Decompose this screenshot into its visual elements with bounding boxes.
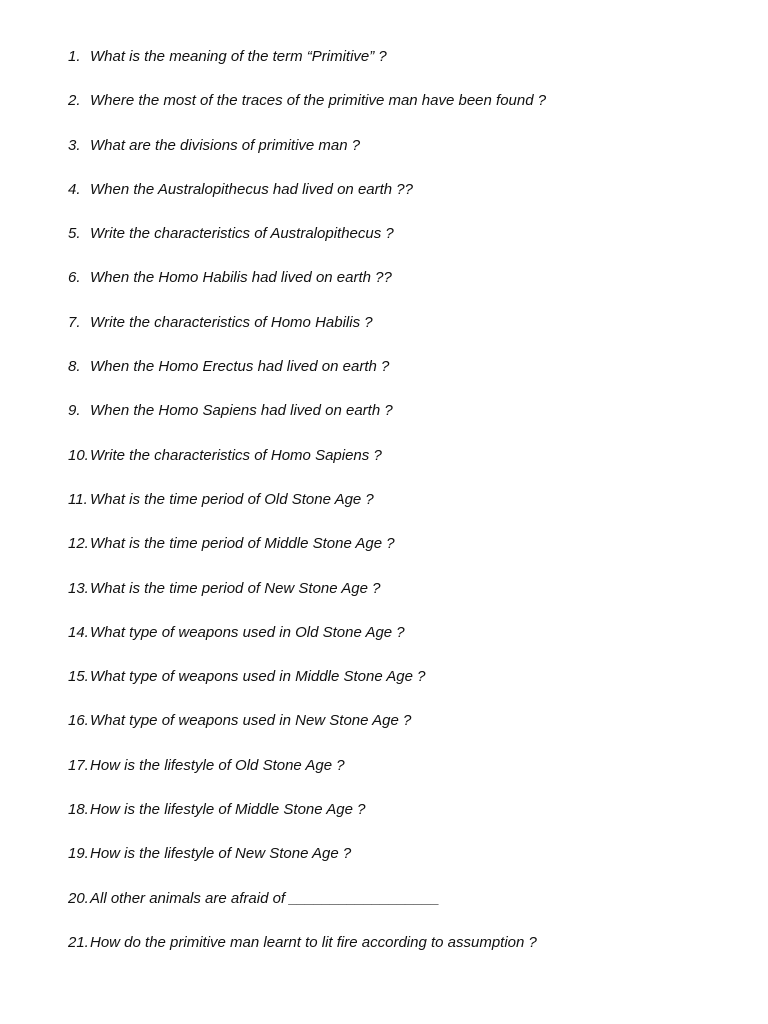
question-item-13 <box>68 579 748 623</box>
question-number: 14. <box>68 623 89 641</box>
question-text: What type of weapons used in Middle Stone Age ? <box>90 668 426 686</box>
question-number: 9. <box>68 402 81 420</box>
question-text: How is the lifestyle of Old Stone Age ? <box>90 756 345 774</box>
question-item-11 <box>68 490 748 534</box>
question-item-21 <box>68 933 748 977</box>
question-text: When the Australopithecus had lived on earth ?? <box>90 180 413 198</box>
question-text: What type of weapons used in Old Stone Age ? <box>90 623 405 641</box>
question-text: When the Homo Sapiens had lived on earth ? <box>90 402 393 420</box>
question-number: 21. <box>68 933 89 951</box>
question-number: 5. <box>68 225 81 243</box>
question-number: 3. <box>68 136 81 154</box>
question-number: 15. <box>68 668 89 686</box>
question-text: How do the primitive man learnt to lit fire according to assumption ? <box>90 933 537 951</box>
question-number: 13. <box>68 579 89 597</box>
question-item-19 <box>68 844 748 888</box>
question-item-15 <box>68 667 748 711</box>
question-item-20 <box>68 889 748 933</box>
question-number: 17. <box>68 756 89 774</box>
question-number: 7. <box>68 313 81 331</box>
question-item-1 <box>68 47 748 91</box>
question-text: What is the time period of Middle Stone Age ? <box>90 535 395 553</box>
question-item-14 <box>68 623 748 667</box>
question-number: 6. <box>68 269 81 287</box>
question-number: 1. <box>68 48 81 65</box>
question-item-7 <box>68 313 748 357</box>
question-item-4 <box>68 180 748 224</box>
question-text: What is the time period of New Stone Age ? <box>90 579 381 597</box>
question-number: 11. <box>68 490 88 508</box>
question-text: What is the time period of Old Stone Age ? <box>90 490 374 508</box>
question-list <box>68 47 748 977</box>
question-text: Write the characteristics of Australopithecus ? <box>90 225 394 243</box>
question-number: 2. <box>68 92 81 110</box>
question-text: Write the characteristics of Homo Sapiens ? <box>90 446 382 464</box>
question-text: When the Homo Erectus had lived on earth ? <box>90 358 390 376</box>
question-text: What is the meaning of the term “Primitive” ? <box>90 48 387 65</box>
question-item-17 <box>68 756 748 800</box>
question-item-5 <box>68 224 748 268</box>
question-text: When the Homo Habilis had lived on earth ?? <box>90 269 392 287</box>
question-text: Where the most of the traces of the primitive man have been found ? <box>90 92 547 110</box>
question-number: 8. <box>68 358 81 376</box>
question-item-2 <box>68 91 748 135</box>
question-number: 20. <box>68 889 89 907</box>
question-item-6 <box>68 268 748 312</box>
question-number: 4. <box>68 180 81 198</box>
question-text: What are the divisions of primitive man ? <box>90 136 361 154</box>
question-item-8 <box>68 357 748 401</box>
question-item-10 <box>68 446 748 490</box>
question-number: 19. <box>68 845 89 863</box>
question-item-16 <box>68 711 748 755</box>
question-item-3 <box>68 136 748 180</box>
question-text: Write the characteristics of Homo Habilis ? <box>90 313 373 331</box>
question-item-18 <box>68 800 748 844</box>
question-item-12 <box>68 534 748 578</box>
question-number: 18. <box>68 801 89 819</box>
question-text: How is the lifestyle of New Stone Age ? <box>90 845 352 863</box>
question-text: How is the lifestyle of Middle Stone Age ? <box>90 801 366 819</box>
question-item-9 <box>68 401 748 445</box>
question-number: 10. <box>68 446 89 464</box>
question-number: 12. <box>68 535 89 553</box>
question-number: 16. <box>68 712 89 730</box>
question-text: All other animals are afraid of __________________ <box>90 889 440 907</box>
question-text: What type of weapons used in New Stone Age ? <box>90 712 412 730</box>
